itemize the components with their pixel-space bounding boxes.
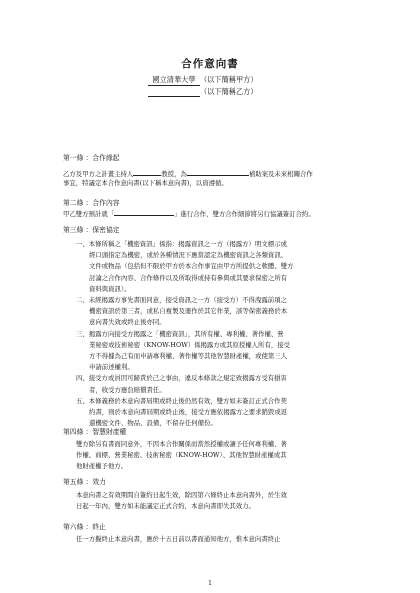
art3-line: 二、未經揭露方事先書面同意，接受資訊之一方（接受方）不得洩露前項之 [76,296,287,304]
art3-line: 還機密文件、物品、設備，不留存任何備份。 [89,419,217,428]
art3-line: 一、本條所稱之「機密資訊」係指：揭露資訊之一方（揭露方）明文標示或 [76,240,287,248]
grant-name-blank [187,168,249,176]
art3-line: 約書，則於本意向書屆期或終止後，接受方應依揭露方之要求銷毀或返 [89,408,288,416]
art6-line: 任一方擬終止本意向書，應於十五日前以書面通知他方，惟本意向書終止 [76,535,281,543]
article-3-heading: 第三條 ：保密協定 [63,226,120,234]
art5-line: 本意向書之有效期間自簽約日起生效，除因第六條終止本意向書外，於生效 [76,491,287,499]
art3-line: 意向書失效或終止後亦同。 [89,318,166,327]
party-a-line [148,75,258,86]
article-2-heading: 第二條 ：合作內容 [63,199,120,207]
art4-line: 雙方除另有書面同意外，不因本合作關係而當然授權或讓予任何專利權、著 [76,440,287,448]
art3-line: 者，收受方應負賠償責任。 [89,385,166,394]
art3-line: 申請前述權利。 [89,363,134,372]
cooperation-topic-blank [114,208,174,216]
party-a-suffix: （以下簡稱甲方） [200,75,258,84]
art3-line: 業秘密或技術秘密（KNOW-HOW）係揭露方或其原授權人所有，接受 [89,340,291,349]
party-b-name-blank [148,88,200,97]
pi-name-blank [133,168,161,176]
article-1-line-2: 事宜，特議定本合作意向書(以下稱本意向書)，以資遵循。 [63,179,228,187]
art3-line: 經口頭指定為機密，或於各種情況下應當認定為機密資訊之各類資訊、 [89,251,288,260]
article-1-heading: 第一條 ：合作緣起 [63,154,120,162]
art3-line: 資料與資訊）。 [89,284,131,293]
art3-line: 文件或物品（包括但不限於甲方於本合作事宜由甲方所提供之軟體、雙方 [89,262,294,271]
article-6-heading: 第六條 ：終止 [63,523,106,531]
art4-line: 作權、商標、營業秘密、技術秘密（KNOW-HOW）、其他智慧財產權或其 [76,451,287,460]
art3-line: 四、接受方或員因可歸責於己之事由，違反本條款之規定致揭露方受有損害 [76,374,287,383]
article-5-heading: 第五條 ：效力 [63,478,106,486]
article-1-text-a: 乙方及甲方之計畫主持人 [63,170,134,178]
art3-line: 方不得據為己有而申請專利權、著作權等其他智慧財產權，或使第三人 [89,352,288,360]
article-1-text-c: 補助案及未來相關合作 [248,170,313,178]
article-1-line-1 [63,168,313,179]
party-b-suffix: （以下簡稱乙方） [200,87,258,96]
art3-line: 討論之合作內容、合作條件以及所取得或持有參與或其要求保密之所有 [89,273,288,282]
party-a-name: 國立清華大學 [148,75,200,86]
art3-line: 三、揭露方向接受方揭露之「機密資訊」，其所有權、專利權、著作權、營 [76,329,284,338]
page-number: 1 [208,580,212,587]
document-title: 合作意向書 [181,58,239,70]
article-2-text-b: 」進行合作，雙方合作細節將另行協議簽訂合約。 [174,210,315,218]
party-b-line [148,87,258,97]
article-2-text-a: 甲乙雙方預計就「 [63,210,115,218]
article-1-text-b: 教授，為 [161,170,187,178]
art4-line: 他財產權予他方。 [76,462,128,471]
article-2-line-1 [63,208,315,219]
art5-line: 日起一年內，雙方如未能議定正式合約，本意向書即失其效力。 [76,502,255,511]
art3-line: 五、本條義務於本意向書屆期或終止後仍然有效，雙方如未簽訂正式合作契 [76,396,287,405]
art3-line: 機密資訊於第三者，或私自複製及運作於其它作業，該等保密義務於本 [89,307,288,316]
article-4-heading: 第四條 ：智慧財產權 [63,428,127,436]
